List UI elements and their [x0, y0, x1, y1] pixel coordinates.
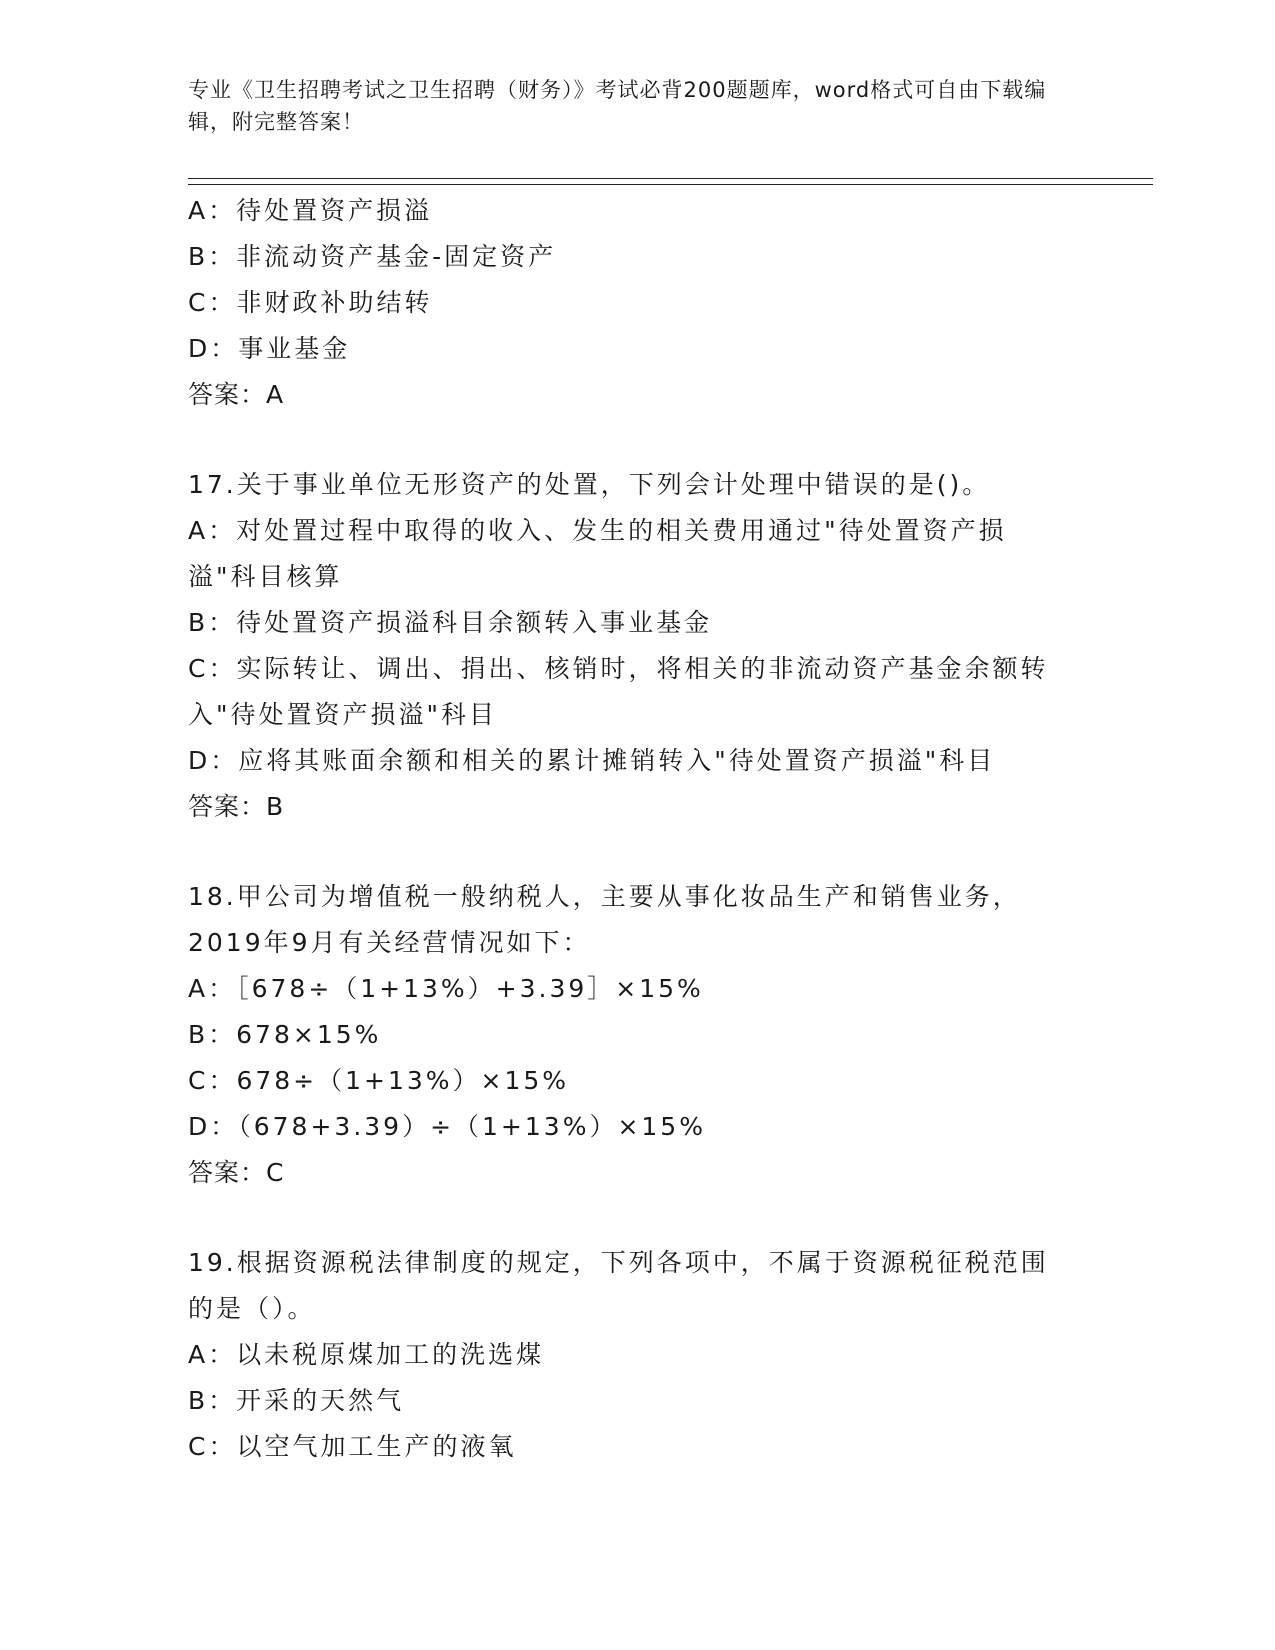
option-a: A：待处置资产损溢 — [188, 196, 433, 225]
option-d: D：应将其账面余额和相关的累计摊销转入"待处置资产损溢"科目 — [188, 746, 996, 775]
option-a: A：对处置过程中取得的收入、发生的相关费用通过"待处置资产损溢"科目核算 — [188, 516, 1007, 591]
option-c: C：以空气加工生产的液氧 — [188, 1432, 517, 1461]
option-c: C：678÷（1+13%）×15% — [188, 1066, 570, 1095]
question-text: 17.关于事业单位无形资产的处置，下列会计处理中错误的是()。 — [188, 470, 991, 499]
option-b: B：非流动资产基金-固定资产 — [188, 242, 557, 271]
option-b: B：开采的天然气 — [188, 1386, 405, 1415]
option-b: B：待处置资产损溢科目余额转入事业基金 — [188, 608, 713, 637]
question-18 — [188, 874, 1068, 1196]
spacer — [188, 418, 1068, 462]
question-text: 18.甲公司为增值税一般纳税人，主要从事化妆品生产和销售业务，2019年9月有关经营情况如下： — [188, 882, 1021, 957]
option-a: A：［678÷（1+13%）+3.39］×15% — [188, 974, 704, 1003]
document-header: 专业《卫生招聘考试之卫生招聘（财务）》考试必背200题题库，word格式可自由下载编辑，附完整答案！ — [188, 78, 1047, 134]
spacer — [188, 830, 1068, 874]
option-b: B：678×15% — [188, 1020, 382, 1049]
question-17 — [188, 462, 1068, 830]
question-text: 19.根据资源税法律制度的规定，下列各项中，不属于资源税征税范围的是（）。 — [188, 1248, 1049, 1323]
question-19 — [188, 1240, 1068, 1470]
answer-label: 答案：C — [188, 1158, 285, 1187]
answer-label: 答案：A — [188, 380, 285, 409]
spacer — [188, 1196, 1068, 1240]
document-body — [188, 188, 1068, 1470]
option-c: C：非财政补助结转 — [188, 288, 433, 317]
option-d: D：（678+3.39）÷（1+13%）×15% — [188, 1112, 706, 1141]
option-d: D：事业基金 — [188, 334, 351, 363]
question-16-tail — [188, 188, 1068, 418]
option-c: C：实际转让、调出、捐出、核销时，将相关的非流动资产基金余额转入"待处置资产损溢"科目 — [188, 654, 1049, 729]
header-divider — [188, 178, 1153, 185]
answer-label: 答案：B — [188, 792, 285, 821]
option-a: A：以未税原煤加工的洗选煤 — [188, 1340, 545, 1369]
